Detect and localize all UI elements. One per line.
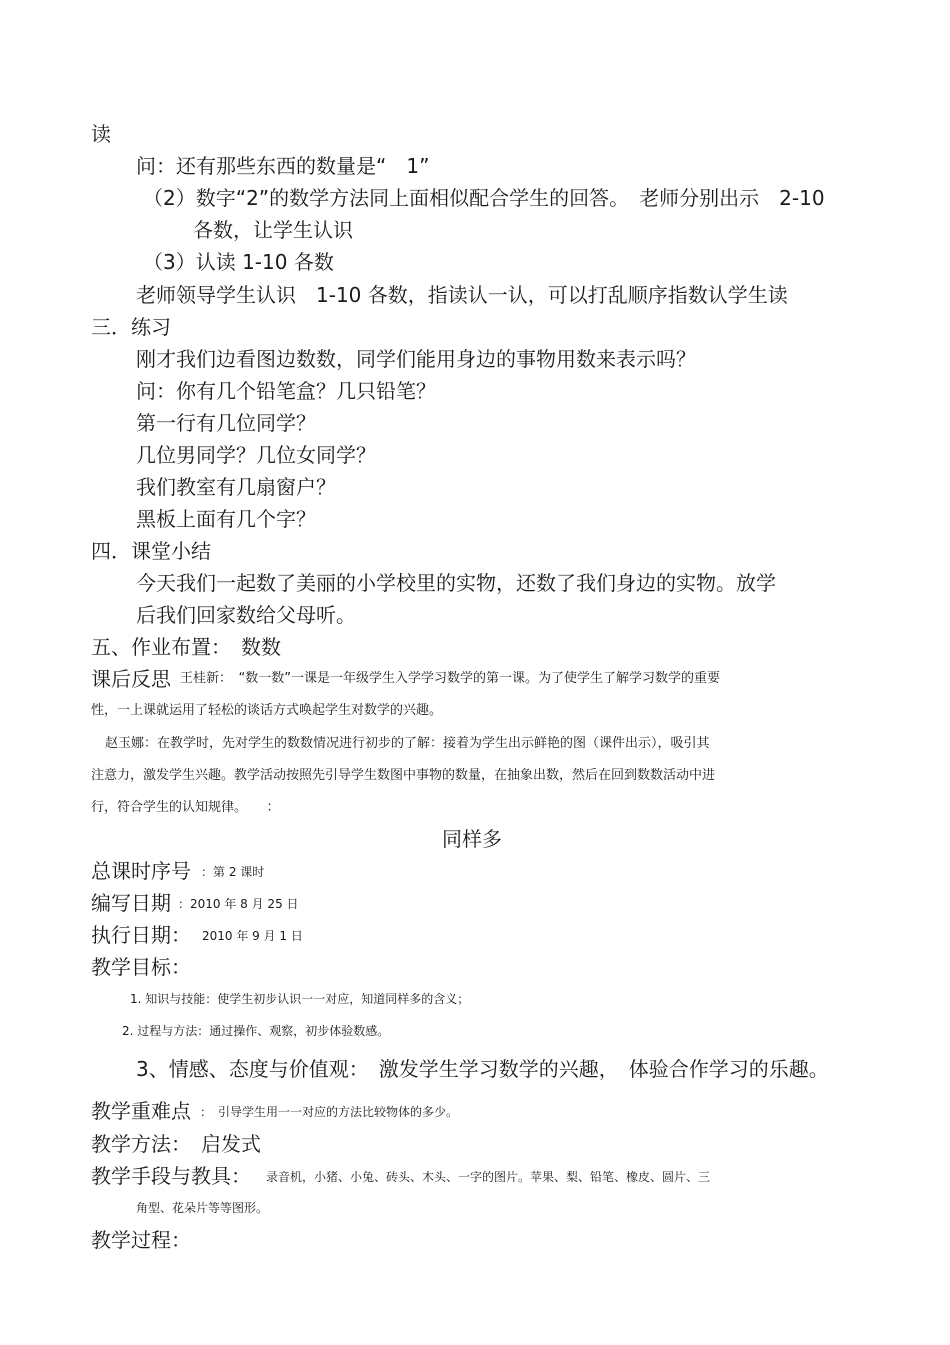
field-value: ：第 2 课时 [201, 865, 265, 879]
field-label: 编写日期 [91, 891, 171, 915]
field-value: 录音机，小猪、小兔、砖头、木头、一字的图片。苹果、梨、铅笔、橡皮、圆片、三 [266, 1170, 711, 1184]
text-line: 性，一上课就运用了轻松的谈话方式唤起学生对数学的兴趣。 [91, 703, 443, 718]
field-value: 2010 年 9 月 1 日 [202, 929, 303, 943]
text-line: 第一行有几位同学？ [136, 411, 316, 435]
text-line: 3、情感、态度与价值观： 激发学生学习数学的兴趣， 体验合作学习的乐趣。 [136, 1057, 829, 1081]
text-line: 问：还有那些东西的数量是“ 1” [136, 154, 430, 178]
field-label: 总课时序号 [91, 859, 191, 883]
text-line: 今天我们一起数了美丽的小学校里的实物，还数了我们身边的实物。放学 [136, 571, 776, 595]
text-line: 2. 过程与方法：通过操作、观察，初步体验数感。 [122, 1024, 390, 1038]
text-line: 行，符合学生的认知规律。 ： [91, 800, 280, 815]
section-heading: 五、作业布置： 数数 [91, 635, 281, 659]
field-label: 教学过程： [91, 1228, 191, 1252]
text-line: 几位男同学？几位女同学？ [136, 443, 376, 467]
text-line: （3）认读 1-10 各数 [143, 250, 334, 274]
text-line: （2）数字“2”的数学方法同上面相似配合学生的回答。 老师分别出示 2-10 [143, 186, 825, 210]
text-line: 读 [91, 122, 111, 146]
text-line: 角型、花朵片等等图形。 [136, 1201, 269, 1215]
text-line: 刚才我们边看图边数数，同学们能用身边的事物用数来表示吗？ [136, 347, 696, 371]
text-line: 注意力，激发学生兴趣。教学活动按照先引导学生数图中事物的数量，在抽象出数，然后在回到数数活动中进 [91, 768, 716, 783]
field-label: 执行日期： [91, 923, 191, 947]
text-line: 后我们回家数给父母听。 [136, 603, 356, 627]
text-line: 我们教室有几扇窗户？ [136, 475, 336, 499]
text-line: 赵玉娜：在教学时，先对学生的数数情况进行初步的了解：接着为学生出示鲜艳的图（课件出示），吸引其 [105, 736, 710, 751]
text-line: 黑板上面有几个字？ [136, 507, 316, 531]
text-line: 1. 知识与技能：使学生初步认识一一对应，知道同样多的含义； [130, 992, 470, 1006]
text-line: 各数，让学生认识 [193, 218, 353, 242]
field-value: ：2010 年 8 月 25 日 [178, 897, 299, 911]
field-label: 教学重难点 [91, 1099, 191, 1123]
text-line: 王桂新： “数一数”一课是一年级学生入学学习数学的第一课。为了使学生了解学习数学的重要 [180, 671, 720, 686]
text-line: 问：你有几个铅笔盒？几只铅笔？ [136, 379, 436, 403]
section-heading: 四．课堂小结 [91, 539, 211, 563]
field-label: 教学方法： 启发式 [91, 1132, 261, 1156]
text-line: 老师领导学生认识 1-10 各数，指读认一认，可以打乱顺序指数认学生读 [136, 283, 788, 307]
field-label: 教学手段与教具： [91, 1164, 251, 1188]
field-value: ： 引导学生用一一对应的方法比较物体的多少。 [200, 1105, 459, 1119]
section-heading: 三．练习 [91, 315, 171, 339]
field-label: 教学目标： [91, 955, 191, 979]
lesson-title: 同样多 [442, 827, 502, 851]
reflection-label: 课后反思 [91, 667, 171, 691]
